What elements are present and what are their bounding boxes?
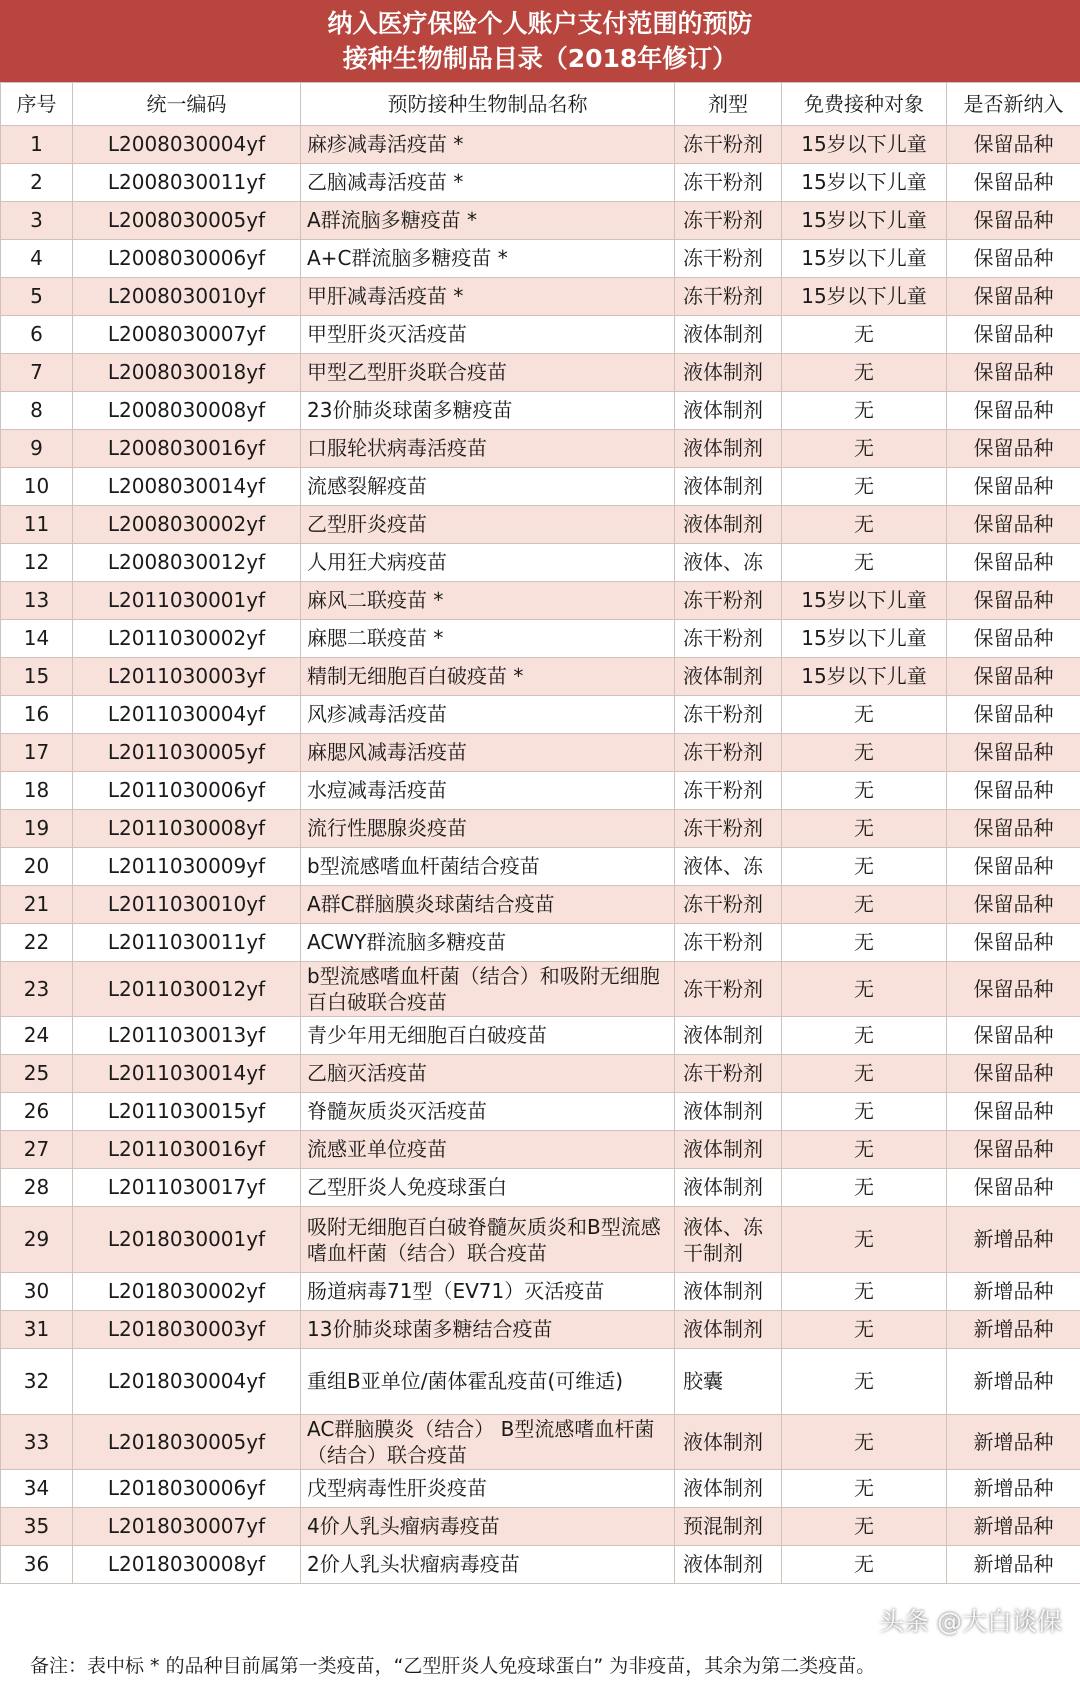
- cell-form: 冻干粉剂: [675, 962, 782, 1017]
- cell-target: 无: [782, 1273, 947, 1311]
- cell-form: 液体制剂: [675, 1093, 782, 1131]
- cell-status: 新增品种: [947, 1470, 1080, 1508]
- cell-form: 液体制剂: [675, 468, 782, 506]
- cell-name: 乙型肝炎人免疫球蛋白: [301, 1169, 675, 1207]
- cell-code: L2008030016yf: [73, 430, 301, 468]
- cell-name: b型流感嗜血杆菌结合疫苗: [301, 848, 675, 886]
- cell-no: 3: [1, 202, 73, 240]
- cell-code: L2011030001yf: [73, 582, 301, 620]
- column-header-status: 是否新纳入: [947, 83, 1080, 126]
- cell-status: 保留品种: [947, 924, 1080, 962]
- table-row: [1, 240, 1080, 278]
- cell-form: 液体制剂: [675, 430, 782, 468]
- cell-no: 25: [1, 1055, 73, 1093]
- cell-code: L2008030012yf: [73, 544, 301, 582]
- cell-no: 22: [1, 924, 73, 962]
- column-header-form: 剂型: [675, 83, 782, 126]
- table-row: [1, 1546, 1080, 1584]
- table-row: [1, 126, 1080, 164]
- cell-status: 保留品种: [947, 658, 1080, 696]
- cell-code: L2008030005yf: [73, 202, 301, 240]
- column-header-no: 序号: [1, 83, 73, 126]
- cell-name: 口服轮状病毒活疫苗: [301, 430, 675, 468]
- watermark-text: 头条 @大白谈保: [879, 1607, 1062, 1636]
- table-row: [1, 1207, 1080, 1273]
- cell-no: 8: [1, 392, 73, 430]
- cell-code: L2008030010yf: [73, 278, 301, 316]
- cell-form: 冻干粉剂: [675, 810, 782, 848]
- cell-status: 保留品种: [947, 1131, 1080, 1169]
- cell-target: 15岁以下儿童: [782, 582, 947, 620]
- cell-name: 人用狂犬病疫苗: [301, 544, 675, 582]
- table-row: [1, 202, 1080, 240]
- cell-no: 6: [1, 316, 73, 354]
- cell-status: 保留品种: [947, 392, 1080, 430]
- cell-code: L2011030017yf: [73, 1169, 301, 1207]
- cell-name: 13价肺炎球菌多糖结合疫苗: [301, 1311, 675, 1349]
- cell-form: 冻干粉剂: [675, 202, 782, 240]
- cell-no: 10: [1, 468, 73, 506]
- cell-form: 冻干粉剂: [675, 278, 782, 316]
- cell-name: 乙脑减毒活疫苗 *: [301, 164, 675, 202]
- cell-code: L2011030016yf: [73, 1131, 301, 1169]
- vaccine-catalog-table: [0, 82, 1080, 1584]
- cell-target: 无: [782, 506, 947, 544]
- cell-name: 精制无细胞百白破疫苗 *: [301, 658, 675, 696]
- cell-code: L2018030004yf: [73, 1349, 301, 1415]
- footnote: 备注：表中标 * 的品种目前属第一类疫苗，“乙型肝炎人免疫球蛋白” 为非疫苗，其余为第二类疫苗。: [0, 1648, 1080, 1685]
- cell-status: 保留品种: [947, 1017, 1080, 1055]
- cell-no: 2: [1, 164, 73, 202]
- cell-name: 乙型肝炎疫苗: [301, 506, 675, 544]
- cell-status: 新增品种: [947, 1546, 1080, 1584]
- cell-target: 15岁以下儿童: [782, 202, 947, 240]
- cell-status: 新增品种: [947, 1311, 1080, 1349]
- cell-form: 液体制剂: [675, 1273, 782, 1311]
- cell-no: 16: [1, 696, 73, 734]
- column-header-name: 预防接种生物制品名称: [301, 83, 675, 126]
- cell-code: L2008030011yf: [73, 164, 301, 202]
- table-row: [1, 164, 1080, 202]
- cell-no: 1: [1, 126, 73, 164]
- cell-name: AC群脑膜炎（结合） B型流感嗜血杆菌（结合）联合疫苗: [301, 1415, 675, 1470]
- cell-no: 11: [1, 506, 73, 544]
- table-row: [1, 316, 1080, 354]
- table-row: [1, 1349, 1080, 1415]
- cell-status: 保留品种: [947, 164, 1080, 202]
- cell-no: 7: [1, 354, 73, 392]
- table-row: [1, 1093, 1080, 1131]
- cell-target: 无: [782, 1546, 947, 1584]
- table-row: [1, 354, 1080, 392]
- cell-form: 液体制剂: [675, 1169, 782, 1207]
- cell-target: 无: [782, 1055, 947, 1093]
- cell-form: 冻干粉剂: [675, 240, 782, 278]
- table-row: [1, 392, 1080, 430]
- cell-no: 4: [1, 240, 73, 278]
- cell-status: 保留品种: [947, 202, 1080, 240]
- cell-no: 13: [1, 582, 73, 620]
- table-row: [1, 848, 1080, 886]
- cell-code: L2011030010yf: [73, 886, 301, 924]
- table-row: [1, 468, 1080, 506]
- cell-name: 4价人乳头瘤病毒疫苗: [301, 1508, 675, 1546]
- cell-code: L2011030004yf: [73, 696, 301, 734]
- cell-code: L2018030001yf: [73, 1207, 301, 1273]
- cell-code: L2008030004yf: [73, 126, 301, 164]
- cell-target: 无: [782, 316, 947, 354]
- table-row: [1, 278, 1080, 316]
- cell-no: 28: [1, 1169, 73, 1207]
- table-row: [1, 1055, 1080, 1093]
- cell-form: 冻干粉剂: [675, 582, 782, 620]
- cell-status: 保留品种: [947, 506, 1080, 544]
- cell-status: 保留品种: [947, 1093, 1080, 1131]
- cell-status: 保留品种: [947, 430, 1080, 468]
- cell-no: 34: [1, 1470, 73, 1508]
- cell-no: 12: [1, 544, 73, 582]
- cell-code: L2008030006yf: [73, 240, 301, 278]
- cell-status: 保留品种: [947, 810, 1080, 848]
- table-row: [1, 430, 1080, 468]
- cell-no: 24: [1, 1017, 73, 1055]
- cell-status: 保留品种: [947, 734, 1080, 772]
- cell-status: 保留品种: [947, 1169, 1080, 1207]
- cell-code: L2011030012yf: [73, 962, 301, 1017]
- cell-name: 麻腮风减毒活疫苗: [301, 734, 675, 772]
- cell-form: 液体制剂: [675, 392, 782, 430]
- cell-form: 冻干粉剂: [675, 164, 782, 202]
- cell-name: 麻疹减毒活疫苗 *: [301, 126, 675, 164]
- cell-target: 无: [782, 1169, 947, 1207]
- cell-name: 流感裂解疫苗: [301, 468, 675, 506]
- table-header-row: [1, 83, 1080, 126]
- cell-no: 15: [1, 658, 73, 696]
- cell-target: 无: [782, 544, 947, 582]
- cell-no: 32: [1, 1349, 73, 1415]
- cell-form: 液体制剂: [675, 354, 782, 392]
- cell-code: L2011030014yf: [73, 1055, 301, 1093]
- cell-code: L2008030008yf: [73, 392, 301, 430]
- cell-code: L2011030015yf: [73, 1093, 301, 1131]
- cell-code: L2011030005yf: [73, 734, 301, 772]
- cell-form: 液体制剂: [675, 316, 782, 354]
- column-header-code: 统一编码: [73, 83, 301, 126]
- cell-code: L2011030002yf: [73, 620, 301, 658]
- cell-code: L2018030005yf: [73, 1415, 301, 1470]
- cell-form: 冻干粉剂: [675, 620, 782, 658]
- cell-form: 液体制剂: [675, 1017, 782, 1055]
- title-banner: [0, 0, 1080, 82]
- cell-name: 流感亚单位疫苗: [301, 1131, 675, 1169]
- cell-target: 无: [782, 468, 947, 506]
- cell-target: 无: [782, 1470, 947, 1508]
- cell-code: L2011030008yf: [73, 810, 301, 848]
- cell-name: 脊髓灰质炎灭活疫苗: [301, 1093, 675, 1131]
- cell-no: 27: [1, 1131, 73, 1169]
- cell-no: 5: [1, 278, 73, 316]
- table-row: [1, 620, 1080, 658]
- cell-target: 无: [782, 962, 947, 1017]
- title-line-1: 纳入医疗保险个人账户支付范围的预防: [327, 9, 753, 38]
- cell-target: 无: [782, 886, 947, 924]
- cell-name: 乙脑灭活疫苗: [301, 1055, 675, 1093]
- table-row: [1, 734, 1080, 772]
- cell-name: A+C群流脑多糖疫苗 *: [301, 240, 675, 278]
- cell-status: 保留品种: [947, 848, 1080, 886]
- cell-form: 液体制剂: [675, 506, 782, 544]
- cell-name: 风疹减毒活疫苗: [301, 696, 675, 734]
- cell-name: 甲型肝炎灭活疫苗: [301, 316, 675, 354]
- cell-code: L2018030006yf: [73, 1470, 301, 1508]
- cell-name: 甲型乙型肝炎联合疫苗: [301, 354, 675, 392]
- table-row: [1, 1508, 1080, 1546]
- cell-name: 流行性腮腺炎疫苗: [301, 810, 675, 848]
- cell-name: 麻风二联疫苗 *: [301, 582, 675, 620]
- cell-code: L2018030002yf: [73, 1273, 301, 1311]
- cell-target: 15岁以下儿童: [782, 620, 947, 658]
- cell-code: L2011030009yf: [73, 848, 301, 886]
- cell-target: 无: [782, 354, 947, 392]
- cell-form: 冻干粉剂: [675, 734, 782, 772]
- table-row: [1, 772, 1080, 810]
- cell-target: 15岁以下儿童: [782, 164, 947, 202]
- cell-target: 无: [782, 924, 947, 962]
- cell-no: 36: [1, 1546, 73, 1584]
- cell-target: 无: [782, 1017, 947, 1055]
- cell-status: 保留品种: [947, 316, 1080, 354]
- cell-target: 无: [782, 392, 947, 430]
- cell-name: 青少年用无细胞百白破疫苗: [301, 1017, 675, 1055]
- table-row: [1, 886, 1080, 924]
- cell-form: 冻干粉剂: [675, 126, 782, 164]
- cell-status: 新增品种: [947, 1207, 1080, 1273]
- table-row: [1, 582, 1080, 620]
- table-row: [1, 544, 1080, 582]
- cell-code: L2011030011yf: [73, 924, 301, 962]
- cell-status: 保留品种: [947, 126, 1080, 164]
- table-row: [1, 696, 1080, 734]
- cell-status: 保留品种: [947, 240, 1080, 278]
- cell-status: 新增品种: [947, 1508, 1080, 1546]
- cell-form: 冻干粉剂: [675, 772, 782, 810]
- cell-name: 戊型病毒性肝炎疫苗: [301, 1470, 675, 1508]
- cell-form: 液体、冻: [675, 848, 782, 886]
- cell-name: 麻腮二联疫苗 *: [301, 620, 675, 658]
- cell-form: 液体制剂: [675, 1311, 782, 1349]
- table-body: [1, 126, 1080, 1584]
- cell-name: 2价人乳头状瘤病毒疫苗: [301, 1546, 675, 1584]
- cell-target: 无: [782, 696, 947, 734]
- cell-form: 液体制剂: [675, 1546, 782, 1584]
- cell-form: 液体、冻: [675, 544, 782, 582]
- cell-status: 保留品种: [947, 962, 1080, 1017]
- cell-code: L2008030014yf: [73, 468, 301, 506]
- cell-code: L2008030002yf: [73, 506, 301, 544]
- cell-target: 无: [782, 1207, 947, 1273]
- column-header-target: 免费接种对象: [782, 83, 947, 126]
- cell-target: 15岁以下儿童: [782, 126, 947, 164]
- cell-status: 保留品种: [947, 886, 1080, 924]
- cell-status: 保留品种: [947, 582, 1080, 620]
- cell-status: 保留品种: [947, 278, 1080, 316]
- title-line-2: 接种生物制品目录（2018年修订）: [342, 44, 738, 73]
- cell-status: 保留品种: [947, 696, 1080, 734]
- cell-target: 无: [782, 1311, 947, 1349]
- table-row: [1, 1273, 1080, 1311]
- cell-form: 冻干粉剂: [675, 924, 782, 962]
- cell-target: 15岁以下儿童: [782, 240, 947, 278]
- cell-target: 无: [782, 1349, 947, 1415]
- cell-code: L2011030013yf: [73, 1017, 301, 1055]
- cell-name: 肠道病毒71型（EV71）灭活疫苗: [301, 1273, 675, 1311]
- cell-code: L2018030007yf: [73, 1508, 301, 1546]
- cell-form: 液体制剂: [675, 1470, 782, 1508]
- cell-no: 18: [1, 772, 73, 810]
- cell-name: 23价肺炎球菌多糖疫苗: [301, 392, 675, 430]
- cell-code: L2011030006yf: [73, 772, 301, 810]
- cell-status: 保留品种: [947, 1055, 1080, 1093]
- cell-no: 9: [1, 430, 73, 468]
- cell-target: 15岁以下儿童: [782, 658, 947, 696]
- cell-name: 重组B亚单位/菌体霍乱疫苗(可维适): [301, 1349, 675, 1415]
- cell-target: 15岁以下儿童: [782, 278, 947, 316]
- cell-form: 液体制剂: [675, 1131, 782, 1169]
- cell-status: 保留品种: [947, 354, 1080, 392]
- cell-status: 新增品种: [947, 1273, 1080, 1311]
- cell-no: 33: [1, 1415, 73, 1470]
- cell-name: A群C群脑膜炎球菌结合疫苗: [301, 886, 675, 924]
- cell-status: 新增品种: [947, 1415, 1080, 1470]
- cell-target: 无: [782, 1093, 947, 1131]
- cell-no: 26: [1, 1093, 73, 1131]
- table-row: [1, 1311, 1080, 1349]
- cell-no: 21: [1, 886, 73, 924]
- cell-target: 无: [782, 1415, 947, 1470]
- table-row: [1, 658, 1080, 696]
- cell-name: 甲肝减毒活疫苗 *: [301, 278, 675, 316]
- cell-form: 胶囊: [675, 1349, 782, 1415]
- cell-target: 无: [782, 1131, 947, 1169]
- cell-name: A群流脑多糖疫苗 *: [301, 202, 675, 240]
- cell-no: 29: [1, 1207, 73, 1273]
- cell-status: 保留品种: [947, 468, 1080, 506]
- cell-code: L2011030003yf: [73, 658, 301, 696]
- cell-status: 保留品种: [947, 620, 1080, 658]
- cell-no: 23: [1, 962, 73, 1017]
- cell-form: 冻干粉剂: [675, 886, 782, 924]
- cell-code: L2008030018yf: [73, 354, 301, 392]
- cell-code: L2008030007yf: [73, 316, 301, 354]
- cell-no: 14: [1, 620, 73, 658]
- cell-no: 17: [1, 734, 73, 772]
- table-row: [1, 1415, 1080, 1470]
- cell-code: L2018030008yf: [73, 1546, 301, 1584]
- cell-target: 无: [782, 1508, 947, 1546]
- cell-no: 19: [1, 810, 73, 848]
- cell-form: 液体制剂: [675, 1415, 782, 1470]
- cell-no: 35: [1, 1508, 73, 1546]
- cell-form: 预混制剂: [675, 1508, 782, 1546]
- table-row: [1, 1470, 1080, 1508]
- cell-name: ACWY群流脑多糖疫苗: [301, 924, 675, 962]
- cell-form: 液体、冻干制剂: [675, 1207, 782, 1273]
- cell-target: 无: [782, 810, 947, 848]
- cell-status: 保留品种: [947, 544, 1080, 582]
- cell-no: 31: [1, 1311, 73, 1349]
- cell-no: 30: [1, 1273, 73, 1311]
- cell-target: 无: [782, 848, 947, 886]
- cell-status: 新增品种: [947, 1349, 1080, 1415]
- cell-name: 吸附无细胞百白破脊髓灰质炎和B型流感嗜血杆菌（结合）联合疫苗: [301, 1207, 675, 1273]
- cell-name: 水痘减毒活疫苗: [301, 772, 675, 810]
- table-row: [1, 810, 1080, 848]
- table-row: [1, 506, 1080, 544]
- cell-form: 冻干粉剂: [675, 1055, 782, 1093]
- cell-target: 无: [782, 772, 947, 810]
- table-row: [1, 924, 1080, 962]
- cell-form: 冻干粉剂: [675, 696, 782, 734]
- cell-target: 无: [782, 430, 947, 468]
- cell-name: b型流感嗜血杆菌（结合）和吸附无细胞百白破联合疫苗: [301, 962, 675, 1017]
- table-row: [1, 1131, 1080, 1169]
- table-row: [1, 1169, 1080, 1207]
- cell-code: L2018030003yf: [73, 1311, 301, 1349]
- cell-status: 保留品种: [947, 772, 1080, 810]
- table-row: [1, 962, 1080, 1017]
- table-row: [1, 1017, 1080, 1055]
- cell-no: 20: [1, 848, 73, 886]
- cell-target: 无: [782, 734, 947, 772]
- cell-form: 液体制剂: [675, 658, 782, 696]
